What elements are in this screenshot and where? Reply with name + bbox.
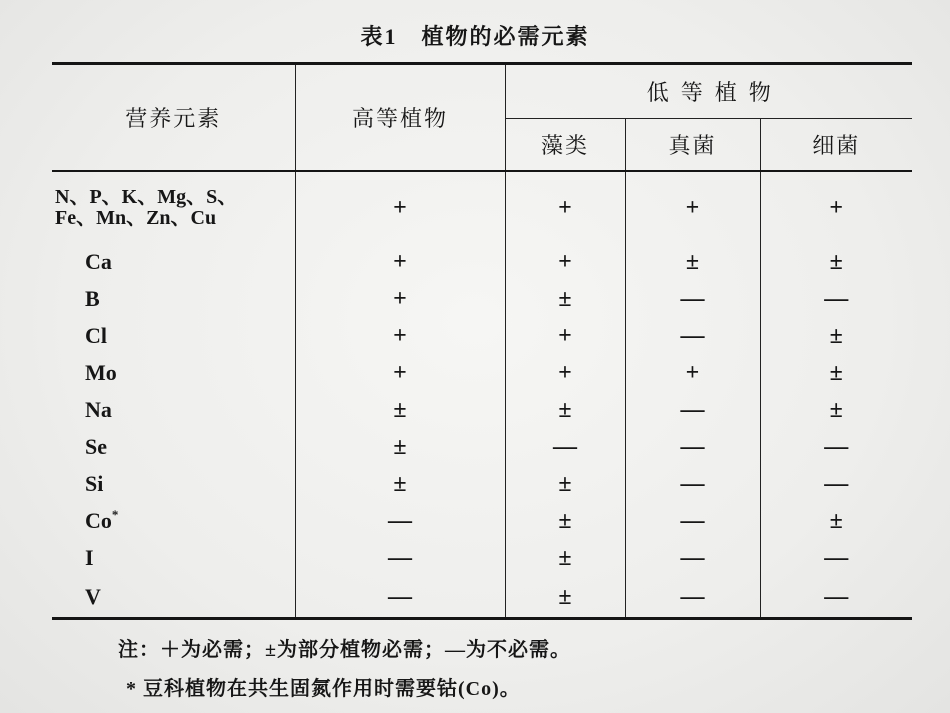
element-symbol: Mo xyxy=(85,360,117,385)
bacteria-value: + xyxy=(760,171,912,244)
table-title: 表1 植物的必需元素 xyxy=(360,24,590,49)
algae-value: ± xyxy=(505,466,625,503)
element-cell xyxy=(52,244,295,281)
higher-value: — xyxy=(295,503,505,540)
bacteria-value: ± xyxy=(760,244,912,281)
algae-value: ± xyxy=(505,281,625,318)
element-symbol: N、P、K、Mg、S、 Fe、Mn、Zn、Cu xyxy=(55,185,238,229)
fungi-value: — xyxy=(625,466,760,503)
element-symbol: Si xyxy=(85,471,104,496)
element-symbol: Cl xyxy=(85,323,107,348)
table-row xyxy=(52,355,912,392)
algae-value: + xyxy=(505,244,625,281)
element-cell xyxy=(52,540,295,577)
bacteria-value: — xyxy=(760,281,912,318)
element-cell xyxy=(52,429,295,466)
table-body xyxy=(52,171,912,619)
higher-value: ± xyxy=(295,392,505,429)
fungi-value: ± xyxy=(625,244,760,281)
bacteria-value: ± xyxy=(760,392,912,429)
fungi-value: + xyxy=(625,171,760,244)
algae-value: + xyxy=(505,318,625,355)
table-header xyxy=(52,64,912,171)
higher-value: + xyxy=(295,281,505,318)
algae-value: — xyxy=(505,429,625,466)
element-symbol: V xyxy=(85,583,101,609)
element-symbol: Na xyxy=(85,397,112,422)
element-cell xyxy=(52,392,295,429)
algae-value: + xyxy=(505,171,625,244)
element-cell xyxy=(52,281,295,318)
header-lower-plants: 低等植物 xyxy=(505,64,912,119)
table-row xyxy=(52,503,912,540)
element-symbol: B xyxy=(85,286,100,311)
table-row xyxy=(52,466,912,503)
header-row-1 xyxy=(52,64,912,119)
table-row xyxy=(52,171,912,244)
legend-note: 注：＋为必需；±为部分植物必需；—为不必需。 xyxy=(118,639,571,661)
algae-value: ± xyxy=(505,392,625,429)
element-symbol: I xyxy=(85,545,94,570)
table-row xyxy=(52,392,912,429)
higher-value: — xyxy=(295,540,505,577)
algae-value: ± xyxy=(505,540,625,577)
header-algae: 藻类 xyxy=(505,119,625,171)
algae-value: + xyxy=(505,355,625,392)
higher-value: ± xyxy=(295,429,505,466)
algae-value: ± xyxy=(505,503,625,540)
higher-value: + xyxy=(295,355,505,392)
higher-value: + xyxy=(295,244,505,281)
higher-value: + xyxy=(295,171,505,244)
cobalt-footnote: * 豆科植物在共生固氮作用时需要钴(Co)。 xyxy=(126,678,521,700)
element-cell xyxy=(52,318,295,355)
higher-value: + xyxy=(295,318,505,355)
higher-value: ± xyxy=(295,466,505,503)
essential-elements-table xyxy=(52,62,912,620)
table-row xyxy=(52,244,912,281)
element-cell xyxy=(52,355,295,392)
bacteria-value: — xyxy=(760,540,912,577)
bacteria-value: ± xyxy=(760,503,912,540)
element-symbol: Se xyxy=(85,434,107,459)
table-row xyxy=(52,281,912,318)
fungi-value: — xyxy=(625,318,760,355)
header-bacteria: 细菌 xyxy=(760,119,912,171)
bacteria-value: — xyxy=(760,466,912,503)
bacteria-value: — xyxy=(760,429,912,466)
element-cell xyxy=(52,503,295,540)
fungi-value: — xyxy=(625,540,760,577)
higher-value: — xyxy=(295,577,505,619)
header-nutrient: 营养元素 xyxy=(52,64,295,171)
bacteria-value: — xyxy=(760,577,912,619)
footnote-mark: * xyxy=(111,507,119,522)
bacteria-value: ± xyxy=(760,318,912,355)
fungi-value: — xyxy=(625,577,760,619)
header-higher-plants: 高等植物 xyxy=(295,64,505,171)
fungi-value: + xyxy=(625,355,760,392)
fungi-value: — xyxy=(625,281,760,318)
table-row xyxy=(52,429,912,466)
algae-value: ± xyxy=(505,577,625,619)
element-cell xyxy=(52,466,295,503)
element-symbol: Co xyxy=(85,508,112,533)
table-row xyxy=(52,577,912,619)
element-cell xyxy=(52,577,295,619)
header-fungi: 真菌 xyxy=(625,119,760,171)
bacteria-value: ± xyxy=(760,355,912,392)
fungi-value: — xyxy=(625,503,760,540)
table-row xyxy=(52,540,912,577)
fungi-value: — xyxy=(625,392,760,429)
fungi-value: — xyxy=(625,429,760,466)
element-cell xyxy=(52,171,295,244)
table-row xyxy=(52,318,912,355)
element-symbol: Ca xyxy=(85,249,112,274)
